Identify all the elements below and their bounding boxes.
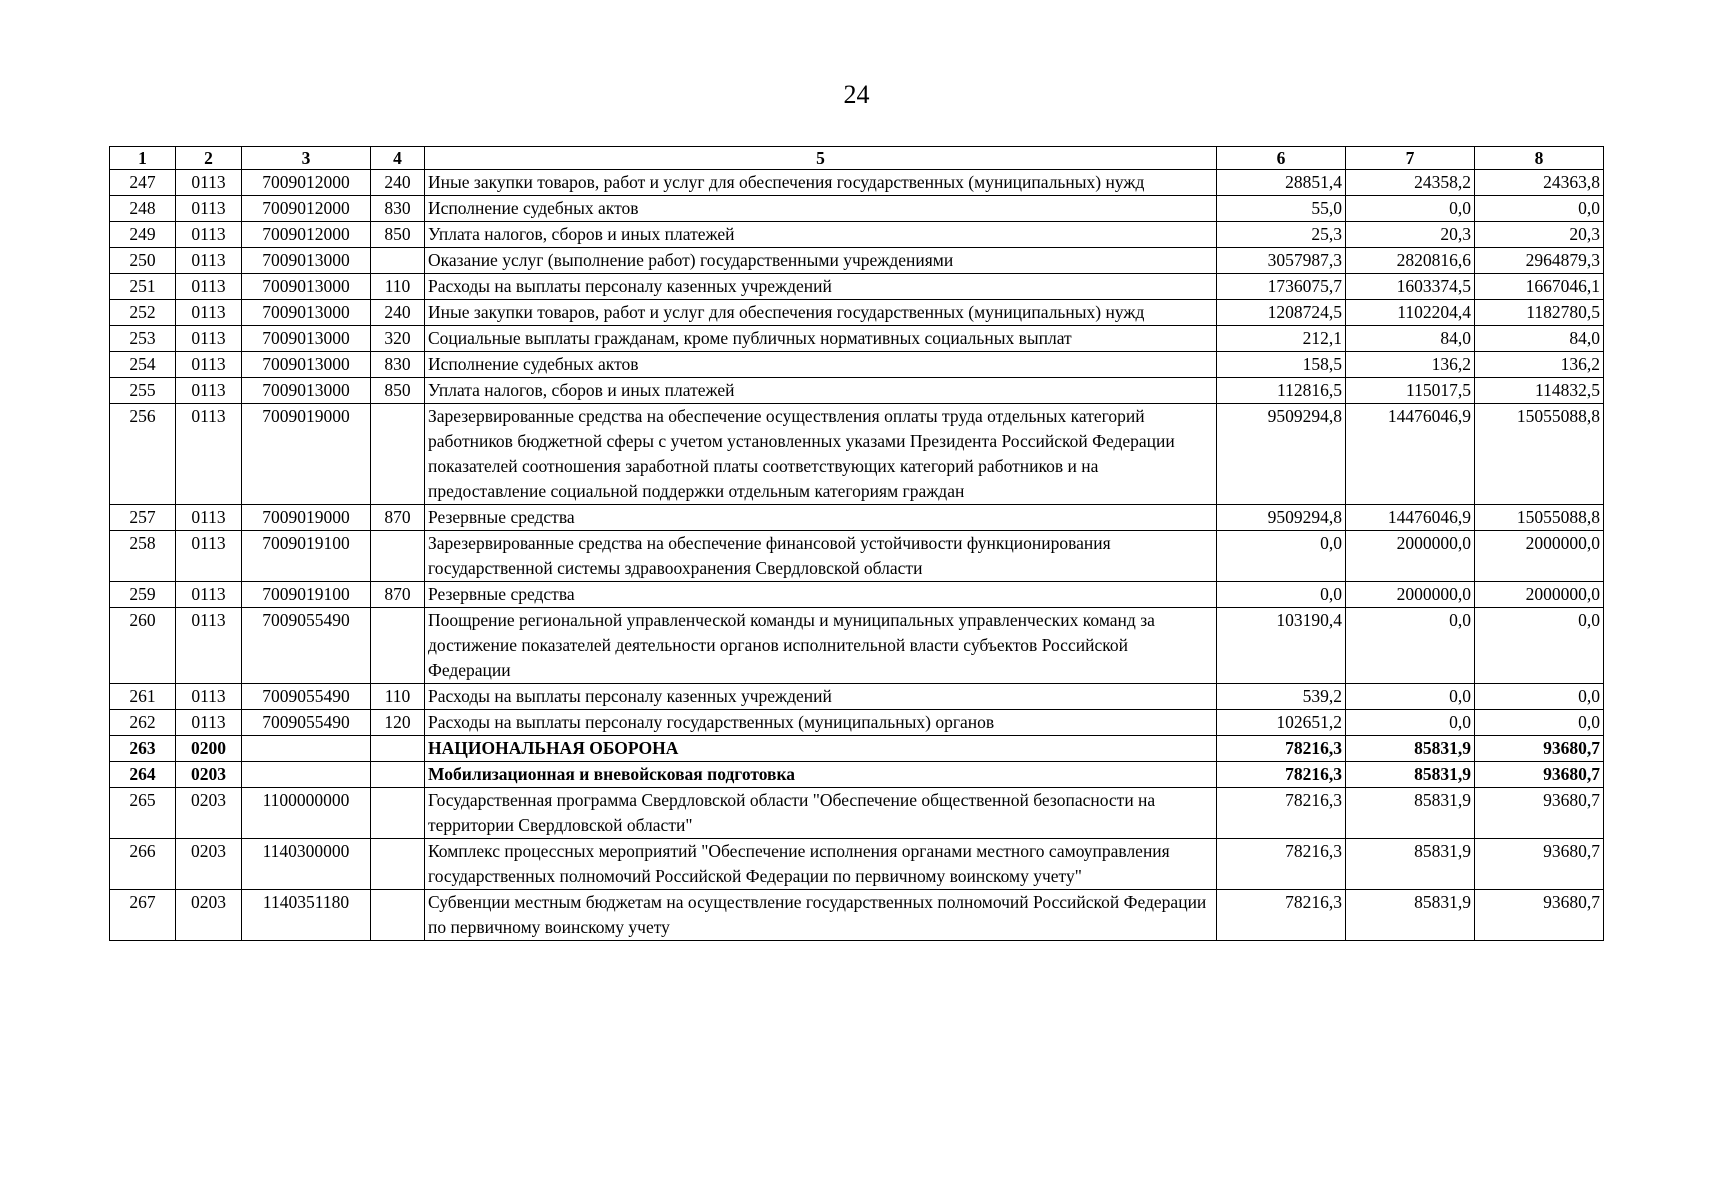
value-cell-6: 103190,4: [1217, 608, 1346, 684]
row-number-cell: 261: [110, 684, 176, 710]
table-row: [110, 300, 1604, 326]
table-row: [110, 736, 1604, 762]
row-name-cell: Зарезервированные средства на обеспечение осуществления оплаты труда отдельных категорий работников бюджетной сферы с учетом установленных указами Президента Российской Федерации показателей соотношения заработной платы соответствующих категорий работников и на предоставление социальной поддержки отдельным категориям граждан: [425, 404, 1217, 505]
value-cell-7: 85831,9: [1346, 736, 1475, 762]
expense-type-cell: [371, 404, 425, 505]
value-cell-7: 20,3: [1346, 222, 1475, 248]
row-name-cell: Мобилизационная и вневойсковая подготовка: [425, 762, 1217, 788]
row-number-cell: 247: [110, 170, 176, 196]
column-header: 5: [425, 147, 1217, 170]
value-cell-6: 78216,3: [1217, 736, 1346, 762]
row-number-cell: 253: [110, 326, 176, 352]
expense-type-cell: 120: [371, 710, 425, 736]
value-cell-7: 24358,2: [1346, 170, 1475, 196]
row-name-cell: Уплата налогов, сборов и иных платежей: [425, 378, 1217, 404]
value-cell-8: 136,2: [1475, 352, 1604, 378]
table-row: [110, 608, 1604, 684]
row-name-cell: Расходы на выплаты персоналу казенных учреждений: [425, 684, 1217, 710]
target-article-cell: 1140300000: [242, 839, 371, 890]
target-article-cell: 7009055490: [242, 710, 371, 736]
value-cell-8: 93680,7: [1475, 736, 1604, 762]
expense-type-cell: 240: [371, 170, 425, 196]
column-header: 2: [176, 147, 242, 170]
section-code-cell: 0113: [176, 300, 242, 326]
value-cell-7: 2820816,6: [1346, 248, 1475, 274]
expense-type-cell: 110: [371, 274, 425, 300]
row-name-cell: Государственная программа Свердловской области "Обеспечение общественной безопасности на территории Свердловской области": [425, 788, 1217, 839]
value-cell-6: 158,5: [1217, 352, 1346, 378]
value-cell-6: 9509294,8: [1217, 505, 1346, 531]
column-header: 8: [1475, 147, 1604, 170]
column-header: 4: [371, 147, 425, 170]
value-cell-8: 24363,8: [1475, 170, 1604, 196]
row-name-cell: Расходы на выплаты персоналу государственных (муниципальных) органов: [425, 710, 1217, 736]
row-number-cell: 263: [110, 736, 176, 762]
target-article-cell: 7009013000: [242, 378, 371, 404]
value-cell-8: 84,0: [1475, 326, 1604, 352]
value-cell-8: 2000000,0: [1475, 531, 1604, 582]
row-number-cell: 259: [110, 582, 176, 608]
section-code-cell: 0200: [176, 736, 242, 762]
budget-table: [109, 146, 1604, 941]
table-row: [110, 378, 1604, 404]
target-article-cell: [242, 762, 371, 788]
row-name-cell: Субвенции местным бюджетам на осуществление государственных полномочий Российской Федерации по первичному воинскому учету: [425, 890, 1217, 941]
row-number-cell: 256: [110, 404, 176, 505]
target-article-cell: 7009019000: [242, 505, 371, 531]
target-article-cell: 7009013000: [242, 248, 371, 274]
target-article-cell: 7009012000: [242, 222, 371, 248]
value-cell-8: 0,0: [1475, 684, 1604, 710]
row-number-cell: 266: [110, 839, 176, 890]
value-cell-7: 115017,5: [1346, 378, 1475, 404]
row-number-cell: 254: [110, 352, 176, 378]
table-row: [110, 684, 1604, 710]
row-number-cell: 258: [110, 531, 176, 582]
expense-type-cell: [371, 839, 425, 890]
table-row: [110, 404, 1604, 505]
value-cell-7: 1603374,5: [1346, 274, 1475, 300]
expense-type-cell: [371, 248, 425, 274]
expense-type-cell: [371, 762, 425, 788]
target-article-cell: 7009055490: [242, 608, 371, 684]
value-cell-8: 0,0: [1475, 710, 1604, 736]
row-number-cell: 257: [110, 505, 176, 531]
section-code-cell: 0113: [176, 505, 242, 531]
table-row: [110, 890, 1604, 941]
row-number-cell: 251: [110, 274, 176, 300]
section-code-cell: 0113: [176, 608, 242, 684]
row-name-cell: Поощрение региональной управленческой команды и муниципальных управленческих команд за достижение показателей деятельности органов исполнительной власти субъектов Российской Федерации: [425, 608, 1217, 684]
table-row: [110, 531, 1604, 582]
value-cell-8: 2964879,3: [1475, 248, 1604, 274]
target-article-cell: 1140351180: [242, 890, 371, 941]
section-code-cell: 0113: [176, 274, 242, 300]
expense-type-cell: 870: [371, 582, 425, 608]
value-cell-6: 25,3: [1217, 222, 1346, 248]
expense-type-cell: [371, 736, 425, 762]
value-cell-6: 1208724,5: [1217, 300, 1346, 326]
row-name-cell: Уплата налогов, сборов и иных платежей: [425, 222, 1217, 248]
row-name-cell: Комплекс процессных мероприятий "Обеспечение исполнения органами местного самоуправления государственных полномочий Российской Федерации по первичному воинскому учету": [425, 839, 1217, 890]
row-name-cell: Исполнение судебных актов: [425, 352, 1217, 378]
value-cell-7: 1102204,4: [1346, 300, 1475, 326]
value-cell-6: 102651,2: [1217, 710, 1346, 736]
value-cell-7: 85831,9: [1346, 762, 1475, 788]
target-article-cell: 7009013000: [242, 326, 371, 352]
value-cell-6: 55,0: [1217, 196, 1346, 222]
row-number-cell: 250: [110, 248, 176, 274]
target-article-cell: 7009013000: [242, 352, 371, 378]
table-row: [110, 170, 1604, 196]
value-cell-8: 15055088,8: [1475, 505, 1604, 531]
value-cell-6: 1736075,7: [1217, 274, 1346, 300]
target-article-cell: 7009055490: [242, 684, 371, 710]
section-code-cell: 0113: [176, 326, 242, 352]
row-name-cell: Иные закупки товаров, работ и услуг для обеспечения государственных (муниципальных) нужд: [425, 170, 1217, 196]
value-cell-7: 14476046,9: [1346, 505, 1475, 531]
row-name-cell: Исполнение судебных актов: [425, 196, 1217, 222]
table-row: [110, 326, 1604, 352]
value-cell-7: 85831,9: [1346, 839, 1475, 890]
section-code-cell: 0203: [176, 762, 242, 788]
expense-type-cell: 870: [371, 505, 425, 531]
row-number-cell: 265: [110, 788, 176, 839]
table-row: [110, 839, 1604, 890]
value-cell-6: 212,1: [1217, 326, 1346, 352]
expense-type-cell: 240: [371, 300, 425, 326]
value-cell-8: 93680,7: [1475, 762, 1604, 788]
column-header: 6: [1217, 147, 1346, 170]
section-code-cell: 0113: [176, 404, 242, 505]
expense-type-cell: [371, 788, 425, 839]
value-cell-7: 85831,9: [1346, 788, 1475, 839]
expense-type-cell: 850: [371, 378, 425, 404]
value-cell-7: 0,0: [1346, 710, 1475, 736]
section-code-cell: 0113: [176, 531, 242, 582]
value-cell-8: 2000000,0: [1475, 582, 1604, 608]
value-cell-7: 14476046,9: [1346, 404, 1475, 505]
table-row: [110, 222, 1604, 248]
row-number-cell: 267: [110, 890, 176, 941]
section-code-cell: 0113: [176, 684, 242, 710]
target-article-cell: 7009012000: [242, 170, 371, 196]
value-cell-6: 0,0: [1217, 531, 1346, 582]
row-number-cell: 252: [110, 300, 176, 326]
table-row: [110, 352, 1604, 378]
value-cell-8: 1667046,1: [1475, 274, 1604, 300]
section-code-cell: 0203: [176, 788, 242, 839]
section-code-cell: 0113: [176, 710, 242, 736]
expense-type-cell: 830: [371, 196, 425, 222]
target-article-cell: 1100000000: [242, 788, 371, 839]
table-body: [110, 170, 1604, 941]
expense-type-cell: [371, 531, 425, 582]
expense-type-cell: [371, 608, 425, 684]
expense-type-cell: 850: [371, 222, 425, 248]
row-name-cell: Иные закупки товаров, работ и услуг для обеспечения государственных (муниципальных) нужд: [425, 300, 1217, 326]
value-cell-6: 28851,4: [1217, 170, 1346, 196]
value-cell-7: 0,0: [1346, 196, 1475, 222]
value-cell-7: 136,2: [1346, 352, 1475, 378]
page-number: 24: [843, 80, 870, 109]
column-header: 1: [110, 147, 176, 170]
value-cell-8: 15055088,8: [1475, 404, 1604, 505]
value-cell-6: 0,0: [1217, 582, 1346, 608]
value-cell-6: 78216,3: [1217, 890, 1346, 941]
value-cell-8: 93680,7: [1475, 788, 1604, 839]
row-number-cell: 260: [110, 608, 176, 684]
section-code-cell: 0113: [176, 222, 242, 248]
target-article-cell: 7009012000: [242, 196, 371, 222]
value-cell-8: 0,0: [1475, 196, 1604, 222]
value-cell-7: 2000000,0: [1346, 582, 1475, 608]
value-cell-6: 9509294,8: [1217, 404, 1346, 505]
row-name-cell: Резервные средства: [425, 505, 1217, 531]
target-article-cell: 7009019100: [242, 531, 371, 582]
value-cell-6: 112816,5: [1217, 378, 1346, 404]
row-name-cell: Оказание услуг (выполнение работ) государственными учреждениями: [425, 248, 1217, 274]
section-code-cell: 0203: [176, 839, 242, 890]
row-number-cell: 262: [110, 710, 176, 736]
target-article-cell: [242, 736, 371, 762]
row-number-cell: 255: [110, 378, 176, 404]
expense-type-cell: 110: [371, 684, 425, 710]
target-article-cell: 7009013000: [242, 274, 371, 300]
table-row: [110, 710, 1604, 736]
section-code-cell: 0113: [176, 196, 242, 222]
value-cell-8: 0,0: [1475, 608, 1604, 684]
target-article-cell: 7009019000: [242, 404, 371, 505]
row-name-cell: Зарезервированные средства на обеспечение финансовой устойчивости функционирования государственной системы здравоохранения Свердловской области: [425, 531, 1217, 582]
expense-type-cell: 320: [371, 326, 425, 352]
table-row: [110, 762, 1604, 788]
section-code-cell: 0113: [176, 352, 242, 378]
value-cell-7: 2000000,0: [1346, 531, 1475, 582]
target-article-cell: 7009019100: [242, 582, 371, 608]
value-cell-8: 93680,7: [1475, 839, 1604, 890]
header-row: [110, 147, 1604, 170]
row-name-cell: Резервные средства: [425, 582, 1217, 608]
section-code-cell: 0113: [176, 378, 242, 404]
target-article-cell: 7009013000: [242, 300, 371, 326]
value-cell-8: 1182780,5: [1475, 300, 1604, 326]
expense-type-cell: 830: [371, 352, 425, 378]
row-number-cell: 248: [110, 196, 176, 222]
value-cell-6: 78216,3: [1217, 762, 1346, 788]
value-cell-8: 20,3: [1475, 222, 1604, 248]
value-cell-6: 78216,3: [1217, 839, 1346, 890]
row-number-cell: 264: [110, 762, 176, 788]
section-code-cell: 0203: [176, 890, 242, 941]
value-cell-8: 114832,5: [1475, 378, 1604, 404]
table-row: [110, 274, 1604, 300]
value-cell-6: 3057987,3: [1217, 248, 1346, 274]
section-code-cell: 0113: [176, 248, 242, 274]
table-row: [110, 505, 1604, 531]
value-cell-7: 0,0: [1346, 684, 1475, 710]
value-cell-8: 93680,7: [1475, 890, 1604, 941]
value-cell-6: 539,2: [1217, 684, 1346, 710]
column-header: 7: [1346, 147, 1475, 170]
table-row: [110, 582, 1604, 608]
value-cell-7: 0,0: [1346, 608, 1475, 684]
row-name-cell: НАЦИОНАЛЬНАЯ ОБОРОНА: [425, 736, 1217, 762]
value-cell-6: 78216,3: [1217, 788, 1346, 839]
table-row: [110, 788, 1604, 839]
table-row: [110, 248, 1604, 274]
value-cell-7: 85831,9: [1346, 890, 1475, 941]
value-cell-7: 84,0: [1346, 326, 1475, 352]
row-number-cell: 249: [110, 222, 176, 248]
row-name-cell: Социальные выплаты гражданам, кроме публичных нормативных социальных выплат: [425, 326, 1217, 352]
table-row: [110, 196, 1604, 222]
section-code-cell: 0113: [176, 170, 242, 196]
section-code-cell: 0113: [176, 582, 242, 608]
row-name-cell: Расходы на выплаты персоналу казенных учреждений: [425, 274, 1217, 300]
expense-type-cell: [371, 890, 425, 941]
column-header: 3: [242, 147, 371, 170]
